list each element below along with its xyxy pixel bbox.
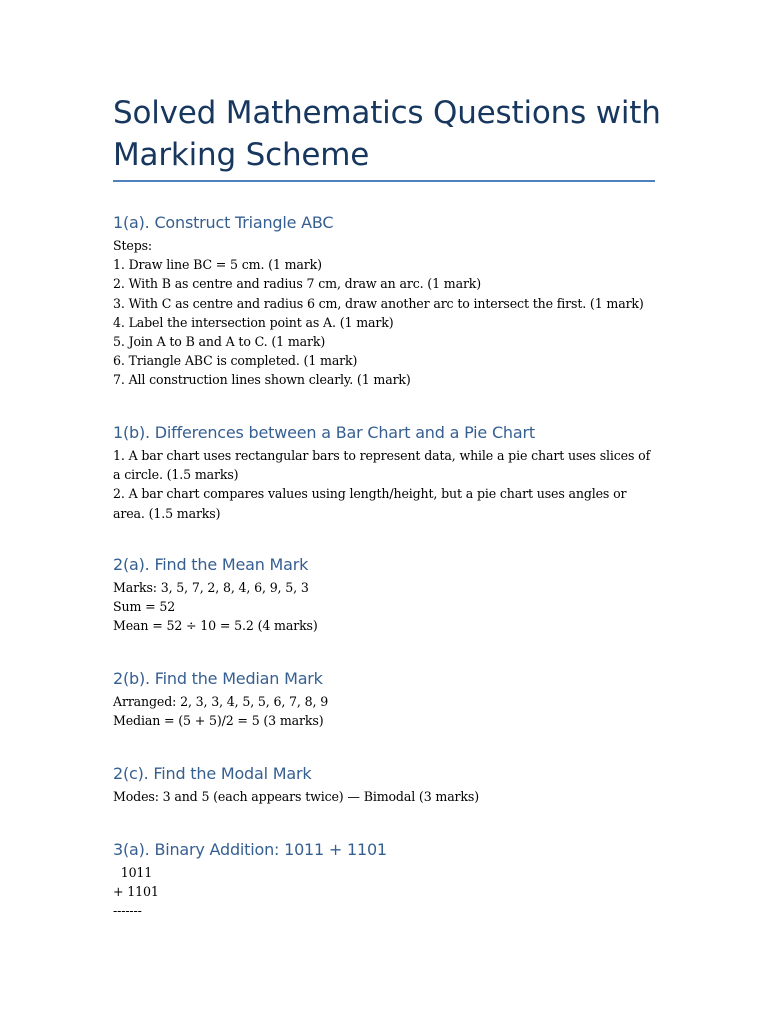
body-line: Steps: — [113, 238, 153, 253]
body-line: 1. A bar chart uses rectangular bars to represent data, while a pie chart uses slices of a circle. (1.5 marks) — [113, 448, 651, 483]
body-line: + 1101 — [113, 884, 159, 900]
section-body — [113, 863, 673, 921]
body-line: Median = (5 + 5)/2 = 5 (3 marks) — [113, 713, 324, 729]
body-line: 5. Join A to B and A to C. (1 mark) — [113, 334, 326, 350]
body-line: Arranged: 2, 3, 3, 4, 5, 5, 6, 7, 8, 9 — [113, 694, 329, 709]
body-line: 1011 — [113, 865, 153, 880]
body-line: ------- — [113, 903, 142, 919]
section-heading: 1(b). Differences between a Bar Chart and a Pie Chart — [113, 423, 535, 442]
body-line: 1. Draw line BC = 5 cm. (1 mark) — [113, 257, 322, 273]
body-line: 2. A bar chart compares values using length/height, but a pie chart uses angles or area. (1.5 marks) — [113, 486, 627, 521]
section-1b — [113, 422, 673, 523]
body-line: 4. Label the intersection point as A. (1 mark) — [113, 314, 394, 330]
body-line: 3. With C as centre and radius 6 cm, draw another arc to intersect the first. (1 mark) — [113, 295, 644, 311]
body-line: Marks: 3, 5, 7, 2, 8, 4, 6, 9, 5, 3 — [113, 580, 309, 595]
body-line: Modes: 3 and 5 (each appears twice) — Bimodal (3 marks) — [113, 789, 479, 804]
section-heading: 2(a). Find the Mean Mark — [113, 555, 309, 574]
section-3a — [113, 839, 673, 921]
body-line: 6. Triangle ABC is completed. (1 mark) — [113, 353, 358, 369]
section-2b — [113, 668, 673, 730]
body-line: Sum = 52 — [113, 599, 176, 615]
section-heading: 2(c). Find the Modal Mark — [113, 764, 312, 783]
section-2c — [113, 763, 673, 806]
section-heading: 2(b). Find the Median Mark — [113, 669, 323, 688]
section-body — [113, 787, 673, 806]
body-line: 7. All construction lines shown clearly. (1 mark) — [113, 372, 411, 388]
section-body — [113, 446, 673, 523]
section-body — [113, 236, 673, 390]
section-body — [113, 578, 673, 636]
body-line: 2. With B as centre and radius 7 cm, draw an arc. (1 mark) — [113, 276, 482, 292]
section-heading: 3(a). Binary Addition: 1011 + 1101 — [113, 840, 387, 859]
section-1a — [113, 212, 673, 390]
body-line: Mean = 52 ÷ 10 = 5.2 (4 marks) — [113, 618, 318, 634]
section-heading: 1(a). Construct Triangle ABC — [113, 213, 334, 232]
document-title: Solved Mathematics Questions with Marking Scheme — [113, 95, 661, 173]
section-body — [113, 692, 673, 730]
section-2a — [113, 554, 673, 636]
title-underline — [113, 180, 655, 182]
